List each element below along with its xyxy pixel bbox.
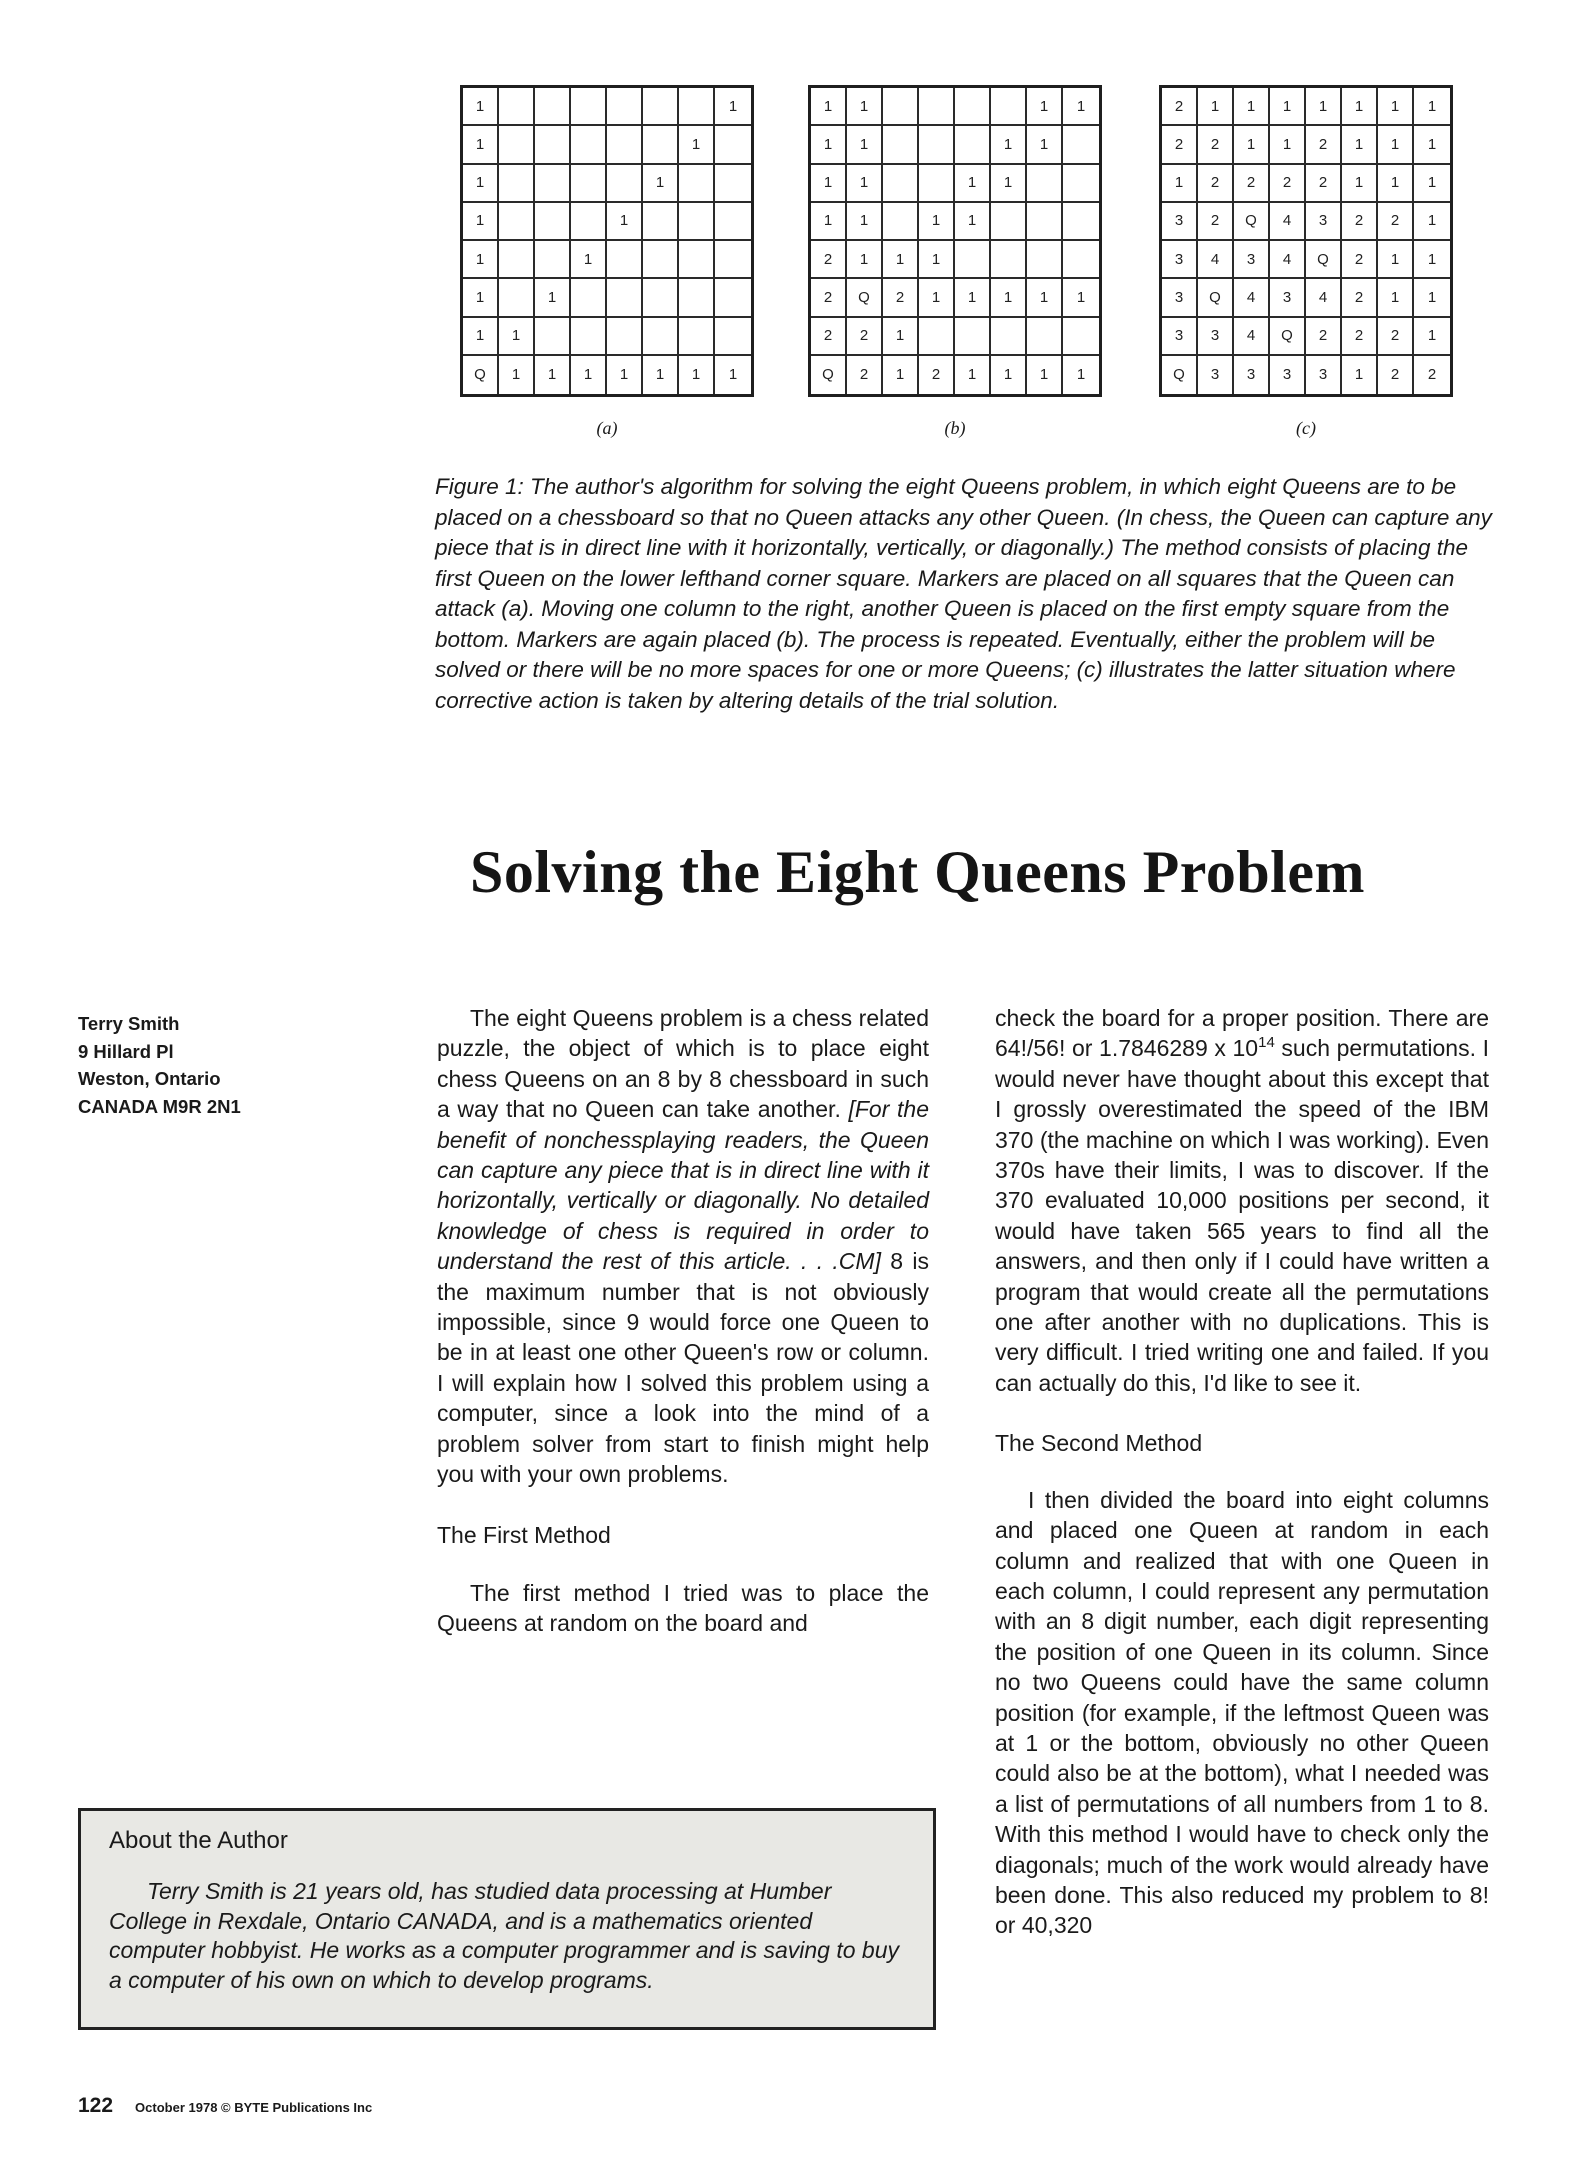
board-cell: [643, 241, 679, 279]
board-cell: 3: [1198, 318, 1234, 356]
board-cell: 1: [1414, 241, 1450, 279]
board-cell: 1: [1162, 165, 1198, 203]
board-cell: [991, 241, 1027, 279]
board-cell: 1: [811, 203, 847, 241]
board-cell: [991, 203, 1027, 241]
author-name: Terry Smith: [78, 1013, 180, 1034]
board-cell: [1027, 165, 1063, 203]
board-cell: [715, 279, 751, 317]
board-cell: 2: [1306, 165, 1342, 203]
board-cell: [883, 165, 919, 203]
board-cell: [499, 203, 535, 241]
paragraph: The first method I tried was to place the Queens at random on the board and: [437, 1579, 929, 1637]
board-cell: 3: [1234, 356, 1270, 394]
board-cell: 1: [955, 165, 991, 203]
board-cell: 3: [1270, 279, 1306, 317]
board-cell: 2: [1378, 356, 1414, 394]
board-cell: [1063, 165, 1099, 203]
board-cell: [643, 88, 679, 126]
board-cell: [571, 88, 607, 126]
board-cell: [499, 279, 535, 317]
board-cell: 1: [1378, 279, 1414, 317]
board-cell: 2: [811, 318, 847, 356]
board-cell: [643, 203, 679, 241]
paragraph: [995, 1003, 1489, 1398]
board-cell: [883, 203, 919, 241]
board-cell: 1: [1414, 165, 1450, 203]
board-cell: 1: [1198, 88, 1234, 126]
board-cell: 3: [1306, 356, 1342, 394]
board-cell: 4: [1234, 279, 1270, 317]
board-cell: [919, 126, 955, 164]
board-cell: 1: [1342, 126, 1378, 164]
board-cell: 1: [991, 165, 1027, 203]
board-cell: 1: [1342, 356, 1378, 394]
board-cell: 1: [679, 356, 715, 394]
paragraph-text: The eight Queens problem is a chess related puzzle, the object of which is to place eight chess Queens on an 8 by 8 chessboard in such a way that no Queen can take another.: [437, 1005, 929, 1123]
board-cell: 1: [811, 88, 847, 126]
chessboard-b: [808, 85, 1102, 397]
board-cell: 2: [1306, 126, 1342, 164]
board-cell: 1: [1027, 356, 1063, 394]
board-cell: 1: [1414, 88, 1450, 126]
queen-cell: Q: [1234, 203, 1270, 241]
board-cell: [643, 318, 679, 356]
board-cell: [715, 126, 751, 164]
board-cell: [1063, 126, 1099, 164]
chessboard-a: [460, 85, 754, 397]
board-cell: 2: [847, 318, 883, 356]
board-cell: 2: [1198, 126, 1234, 164]
board-cell: 1: [463, 318, 499, 356]
author-country: CANADA M9R 2N1: [78, 1095, 241, 1117]
board-cell: [607, 88, 643, 126]
board-cell: [919, 88, 955, 126]
board-cell: 3: [1162, 318, 1198, 356]
board-cell: 2: [1306, 318, 1342, 356]
about-text: Terry Smith is 21 years old, has studied data processing at Humber College in Rexdale, Ontario CANADA, and is a mathematics oriented computer hobbyist. He works as a computer programmer and is saving to buy a computer of his own on which to develop programs.: [109, 1878, 900, 1993]
board-cell: 1: [955, 356, 991, 394]
board-cell: [883, 88, 919, 126]
board-cell: 1: [607, 356, 643, 394]
board-cell: 2: [1342, 279, 1378, 317]
board-cell: 1: [1414, 203, 1450, 241]
queen-cell: Q: [1198, 279, 1234, 317]
board-cell: [919, 165, 955, 203]
board-cell: 1: [1234, 88, 1270, 126]
board-cell: [607, 279, 643, 317]
board-cell: [535, 165, 571, 203]
board-cell: 1: [1234, 126, 1270, 164]
board-cell: [1063, 203, 1099, 241]
author-city: Weston, Ontario: [78, 1068, 221, 1089]
board-cell: 1: [811, 165, 847, 203]
board-cell: 1: [919, 241, 955, 279]
footer-text: October 1978 © BYTE Publications Inc: [135, 2100, 373, 2115]
board-cell: 3: [1270, 356, 1306, 394]
board-cell: 2: [919, 356, 955, 394]
board-cell: 2: [1270, 165, 1306, 203]
board-cell: [499, 165, 535, 203]
board-cell: 2: [1342, 203, 1378, 241]
board-cell: 1: [919, 279, 955, 317]
board-cell: 1: [991, 279, 1027, 317]
board-cell: 1: [1378, 88, 1414, 126]
board-cell: 1: [847, 165, 883, 203]
board-cell: [955, 126, 991, 164]
board-cell: [607, 165, 643, 203]
queen-cell: Q: [1270, 318, 1306, 356]
article-column-1: [437, 1003, 929, 1639]
board-cell: 1: [535, 279, 571, 317]
editor-note: [For the benefit of nonchessplaying readers, the Queen can capture any piece that is in direct line with it horizontally, vertically or diagonally. No detailed knowledge of chess is required in order to understand the rest of this article. . . .CM]: [437, 1096, 929, 1275]
board-cell: 4: [1234, 318, 1270, 356]
section-heading: The First Method: [437, 1521, 611, 1548]
board-cell: 1: [1342, 165, 1378, 203]
board-cell: [715, 165, 751, 203]
page-number: 122: [78, 2094, 114, 2117]
board-cell: [955, 241, 991, 279]
paragraph: I then divided the board into eight columns and placed one Queen at random in each column and realized that with one Queen in each column, I could represent any permutation with an 8 digit number, each digit representing the position of one Queen in its column. Since no two Queens could have the same column position (for example, if the leftmost Queen was at 1 or the bottom, obviously no other Queen could also be at the bottom), what I needed was a list of permutations of all numbers from 1 to 8. With this method I would have to check only the diagonals; much of the work would already have been done. This also reduced my problem to 8! or 40,320: [995, 1486, 1489, 1939]
board-cell: 1: [499, 356, 535, 394]
board-cell: [607, 241, 643, 279]
board-cell: 1: [811, 126, 847, 164]
paragraph: [437, 1003, 929, 1490]
section-heading: The Second Method: [995, 1430, 1203, 1457]
chessboard-c: [1159, 85, 1453, 397]
board-cell: 4: [1270, 203, 1306, 241]
board-cell: [679, 241, 715, 279]
board-cell: 1: [919, 203, 955, 241]
queen-cell: Q: [1162, 356, 1198, 394]
board-cell: [679, 165, 715, 203]
board-cell: [679, 279, 715, 317]
board-cell: 2: [1198, 165, 1234, 203]
board-cell: [991, 318, 1027, 356]
board-cell: [499, 126, 535, 164]
board-cell: 1: [463, 165, 499, 203]
board-cell: 1: [463, 126, 499, 164]
board-cell: 1: [715, 88, 751, 126]
board-cell: [535, 126, 571, 164]
paragraph-text: check the board for a proper position. There are 64!/56! or 1.7846289 x 10: [995, 1005, 1489, 1062]
board-cell: [643, 126, 679, 164]
board-cell: [1063, 241, 1099, 279]
board-cell: 1: [1027, 88, 1063, 126]
board-cell: 1: [1063, 279, 1099, 317]
author-street: 9 Hillard Pl: [78, 1040, 174, 1062]
board-cell: 3: [1162, 241, 1198, 279]
board-cell: 1: [463, 88, 499, 126]
board-cell: 4: [1198, 241, 1234, 279]
board-cell: [535, 88, 571, 126]
board-cell: [571, 126, 607, 164]
board-cell: 1: [1342, 88, 1378, 126]
author-block: [78, 1010, 338, 1120]
board-cell: 1: [535, 356, 571, 394]
board-cell: 1: [991, 126, 1027, 164]
about-title: About the Author: [109, 1827, 288, 1854]
exponent: 14: [1258, 1034, 1275, 1052]
page-footer: [78, 2094, 372, 2118]
board-cell: 1: [883, 356, 919, 394]
board-label-a: (a): [596, 418, 618, 438]
board-cell: 2: [1162, 126, 1198, 164]
board-cell: [919, 318, 955, 356]
board-cell: 3: [1162, 279, 1198, 317]
board-cell: 2: [1378, 318, 1414, 356]
board-cell: 2: [1427, 366, 1437, 384]
figure-caption: Figure 1: The author's algorithm for solving the eight Queens problem, in which eight Queens are to be placed on a chessboard so that no Queen attacks any other Queen. (In chess, the Queen can capture any piece that is in direct line with it horizontally, vertically, or diagonally.) The method consists of placing the first Queen on the lower lefthand corner square. Markers are placed on all squares that the Queen can attack (a). Moving one column to the right, another Queen is placed on the first empty square from the bottom. Markers are again placed (b). The process is repeated. Eventually, either the problem will be solved or there will be no more spaces for one or more Queens; (c) illustrates the latter situation where corrective action is taken by altering details of the trial solution.: [435, 474, 1492, 713]
board-cell: 1: [571, 241, 607, 279]
board-cell: [679, 318, 715, 356]
board-cell: [991, 88, 1027, 126]
board-cell: 4: [1270, 241, 1306, 279]
paragraph-text: 8 is the maximum number that is not obviously impossible, since 9 would force one Queen to be in at least one other Queen's row or column. I will explain how I solved this problem using a computer, since a look into the mind of a problem solver from start to finish might help you with your own problems.: [437, 1248, 929, 1488]
board-cell: 2: [1162, 88, 1198, 126]
about-the-author-box: [78, 1808, 936, 2030]
board-cell: 1: [991, 356, 1027, 394]
board-cell: 1: [1027, 126, 1063, 164]
board-cell: 1: [1270, 126, 1306, 164]
board-cell: 1: [955, 203, 991, 241]
board-cell: 1: [1378, 241, 1414, 279]
board-cell: 1: [883, 318, 919, 356]
board-cell: 1: [728, 366, 738, 384]
board-cell: [715, 241, 751, 279]
board-cell: [571, 318, 607, 356]
board-cell: 3: [1198, 356, 1234, 394]
board-cell: [955, 88, 991, 126]
board-cell: 2: [1198, 203, 1234, 241]
board-cell: 2: [1234, 165, 1270, 203]
board-cell: [1027, 203, 1063, 241]
board-cell: 2: [1342, 318, 1378, 356]
board-cell: 2: [811, 241, 847, 279]
board-cell: 1: [1414, 318, 1450, 356]
board-cell: 1: [643, 165, 679, 203]
board-cell: [955, 318, 991, 356]
article-column-2: [995, 1003, 1489, 1941]
board-cell: 1: [955, 279, 991, 317]
board-cell: 1: [1378, 126, 1414, 164]
board-cell: 1: [1063, 88, 1099, 126]
queen-cell: Q: [811, 356, 847, 394]
board-cell: [571, 203, 607, 241]
board-cell: [1027, 318, 1063, 356]
board-cell: [883, 126, 919, 164]
board-cell: 1: [847, 203, 883, 241]
board-cell: 2: [883, 279, 919, 317]
board-cell: 1: [1270, 88, 1306, 126]
board-cell: 1: [463, 203, 499, 241]
board-cell: 1: [883, 241, 919, 279]
board-cell: [1063, 318, 1099, 356]
board-cell: [715, 203, 751, 241]
queen-cell: Q: [847, 279, 883, 317]
board-cell: 1: [607, 203, 643, 241]
board-cell: [1027, 241, 1063, 279]
board-cell: 3: [1234, 241, 1270, 279]
paragraph-text: such permutations. I would never have thought about this except that I grossly overestimated the speed of the IBM 370 (the machine on which I was working). Even 370s have their limits, I was to discover. If the 370 evaluated 10,000 positions per second, it would have taken 565 years to find all the answers, and then only if I could have written a program that would create all the permutations one after another with no duplications. This is very difficult. I tried writing one and failed. If you can actually do this, I'd like to see it.: [995, 1035, 1489, 1396]
board-cell: 1: [1378, 165, 1414, 203]
board-cell: [535, 241, 571, 279]
board-cell: 1: [571, 356, 607, 394]
article-title: Solving the Eight Queens Problem: [470, 839, 1365, 905]
board-cell: [715, 318, 751, 356]
board-cell: 1: [679, 126, 715, 164]
board-cell: [679, 203, 715, 241]
board-cell: 1: [463, 279, 499, 317]
board-cell: 1: [847, 241, 883, 279]
board-cell: 1: [463, 241, 499, 279]
board-cell: [535, 318, 571, 356]
board-cell: [499, 241, 535, 279]
board-cell: 1: [1027, 279, 1063, 317]
board-cell: 1: [1076, 366, 1086, 384]
board-cell: 2: [847, 356, 883, 394]
board-cell: 3: [1306, 203, 1342, 241]
board-label-b: (b): [944, 418, 966, 438]
board-label-c: (c): [1296, 418, 1316, 438]
board-cell: 2: [1378, 203, 1414, 241]
board-cell: 1: [643, 356, 679, 394]
board-cell: [607, 318, 643, 356]
board-cell: [499, 88, 535, 126]
board-cell: 1: [847, 88, 883, 126]
board-cell: 4: [1306, 279, 1342, 317]
board-cell: [571, 165, 607, 203]
queen-cell: Q: [1306, 241, 1342, 279]
board-cell: 1: [1414, 279, 1450, 317]
board-cell: [535, 203, 571, 241]
board-cell: [643, 279, 679, 317]
board-cell: 1: [499, 318, 535, 356]
board-cell: [607, 126, 643, 164]
board-cell: 3: [1162, 203, 1198, 241]
board-cell: 1: [1306, 88, 1342, 126]
board-cell: [679, 88, 715, 126]
board-cell: 2: [811, 279, 847, 317]
board-cell: [571, 279, 607, 317]
board-cell: 1: [847, 126, 883, 164]
queen-cell: Q: [463, 356, 499, 394]
board-cell: 1: [1414, 126, 1450, 164]
board-cell: 2: [1342, 241, 1378, 279]
